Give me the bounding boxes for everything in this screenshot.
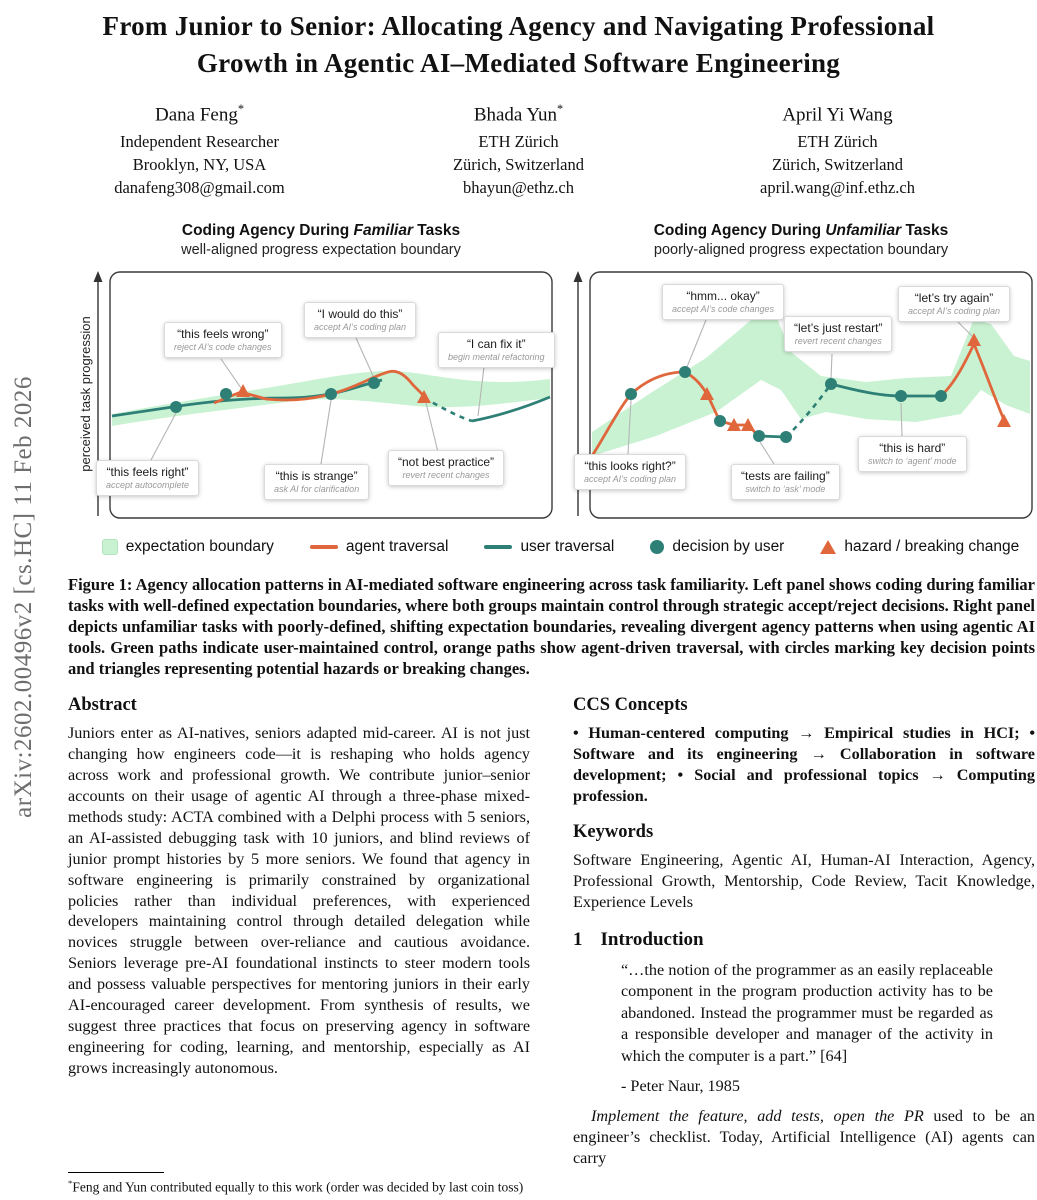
legend-agent-traversal: agent traversal	[310, 538, 449, 556]
panel-subtitle: poorly-aligned progress expectation boundary	[653, 242, 949, 259]
legend-hazard: hazard / breaking change	[820, 538, 1019, 556]
decision-dot-swatch	[650, 540, 664, 554]
panel-subtitle: well-aligned progress expectation boundary	[181, 242, 461, 259]
panel-title: Coding Agency During Unfamiliar Tasks	[653, 222, 949, 240]
callout-this-feels-right: “this feels right” accept autocomplete	[96, 460, 199, 496]
two-column-body	[68, 695, 1035, 1169]
intro-paragraph: Implement the feature, add tests, open the PR used to be an engineer’s checklist. Today, Artificial Intelligence (AI) agents can carry	[573, 1107, 1035, 1167]
author-email: bhayun@ethz.ch	[463, 178, 574, 198]
author-email: danafeng308@gmail.com	[114, 178, 285, 198]
plot-unfamiliar	[566, 264, 1036, 526]
right-column	[573, 695, 1035, 1169]
figure-legend	[86, 538, 1035, 556]
callout-hmm-okay: “hmm... okay” accept AI’s code changes	[662, 284, 784, 320]
arxiv-watermark: arXiv:2602.00496v2 [cs.HC] 11 Feb 2026	[10, 376, 37, 818]
introduction-heading: 1 Introduction	[573, 928, 704, 950]
keywords-text: Software Engineering, Agentic AI, Human-AI Interaction, Agency, Professional Growth, Mentorship, Code Review, Tacit Knowledge, Experience Levels	[573, 850, 1035, 911]
figure-panel-unfamiliar	[566, 221, 1036, 526]
author-name: Bhada Yun*	[473, 102, 564, 126]
expectation-boundary-swatch	[102, 539, 118, 555]
callout-i-can-fix-it: “I can fix it” begin mental refactoring	[438, 332, 555, 368]
naur-quote: “…the notion of the programmer as an easily replaceable component in the program production activity has to be abandoned. Instead the programmer must be regarded as a responsible developer and manager of the activity in which the computer is a part.” [64]	[621, 960, 993, 1065]
author-affiliation: Independent Researcher	[120, 132, 279, 152]
callout-this-looks-right: “this looks right?” accept AI’s coding plan	[574, 454, 686, 490]
callout-not-best-practice: “not best practice” revert recent changes	[388, 450, 504, 486]
author-affiliation: ETH Zürich	[797, 132, 878, 152]
left-column	[68, 695, 530, 1169]
section-number: 1	[573, 928, 583, 950]
author-location: Zürich, Switzerland	[771, 155, 904, 175]
callout-this-feels-wrong: “this feels wrong” reject AI’s code changes	[164, 322, 282, 358]
ccs-text: • Human-centered computing → Empirical studies in HCI; • Software and its engineering → Collaboration in software development; • Social and professional topics → Computing profession.	[573, 724, 1035, 806]
y-axis-arrow	[574, 271, 583, 282]
plot-familiar	[78, 264, 556, 526]
author-email: april.wang@inf.ethz.ch	[760, 178, 915, 198]
author-name: Dana Feng*	[154, 102, 244, 126]
panel-title: Coding Agency During Familiar Tasks	[181, 222, 461, 240]
callout-this-is-strange: “this is strange” ask AI for clarification	[264, 464, 369, 500]
paper-title: From Junior to Senior: Allocating Agency and Navigating Professional Growth in Agentic AI–Mediated Software Engineering	[102, 11, 935, 78]
figure-panel-familiar	[78, 221, 556, 526]
author-block	[40, 102, 997, 199]
user-traversal-swatch	[484, 545, 512, 549]
figure-caption: Figure 1: Agency allocation patterns in AI-mediated software engineering across task familiarity. Left panel shows coding during familiar tasks with well-defined expectation boundaries, where both groups maintain control through strategic accept/reject decisions. Right panel depicts unfamiliar tasks with poorly-defined, shifting expectation boundaries, revealing divergent agency patterns when using agentic AI tools. Green paths indicate user-maintained control, orange paths show agent-driven traversal, with circles marking key decision points and triangles representing potential hazards or breaking changes.	[68, 575, 1035, 679]
legend-decision-by-user: decision by user	[650, 538, 784, 556]
author-mark: *	[237, 102, 244, 116]
quote-attribution: - Peter Naur, 1985	[621, 1077, 740, 1096]
figure-1	[78, 221, 1037, 556]
footnote-rule	[68, 1172, 164, 1173]
footnote	[68, 1172, 538, 1196]
abstract-heading: Abstract	[68, 695, 137, 716]
keywords-heading: Keywords	[573, 821, 654, 842]
agent-traversal-swatch	[310, 545, 338, 549]
author-name: April Yi Wang	[782, 104, 893, 126]
y-axis-label: perceived task progression	[78, 316, 93, 473]
legend-user-traversal: user traversal	[484, 538, 614, 556]
author-location: Zürich, Switzerland	[452, 155, 585, 175]
callout-this-is-hard: “this is hard” switch to ‘agent’ mode	[858, 436, 967, 472]
author-2	[359, 102, 678, 199]
intro-italic-lead: Implement the feature, add tests, open the PR	[591, 1107, 924, 1126]
callout-i-would-do-this: “I would do this” accept AI’s coding plan	[304, 302, 416, 338]
abstract-text: Juniors enter as AI-natives, seniors adapted mid-career. AI is not just changing how engineers code—it is reshaping who holds agency across work and professional growth. We contribute junior–senior accounts on their usage of agentic AI through a three-phase mixed-methods study: ACTA combined with a Delphi process with 5 seniors, an AI-assisted debugging task with 10 juniors, and blind reviews of junior prompt histories by 5 more seniors. We found that agency in software engineering is primarily constrained by organizational policies rather than individual preferences, with experienced developers maintaining control through detailed delegation while novices struggle between over-reliance and cautious avoidance. Seniors leverage pre-AI foundational instincts to steer modern tools and possess valuable perspectives for mentoring juniors in their early AI-encouraged career development. From synthesis of results, we suggest three practices that focus on preserving agency in software engineering for coding, learning, and mentorship, especially as AI grows increasingly autonomous.	[68, 724, 530, 1077]
author-affiliation: ETH Zürich	[478, 132, 559, 152]
hazard-triangle-swatch	[820, 540, 836, 554]
legend-expectation-boundary: expectation boundary	[102, 538, 274, 556]
callout-lets-just-restart: “let’s just restart” revert recent changes	[784, 316, 892, 352]
callout-tests-are-failing: “tests are failing” switch to ‘ask’ mode	[731, 464, 840, 500]
footnote-text: *Feng and Yun contributed equally to this work (order was decided by last coin toss)	[68, 1178, 524, 1195]
author-mark: *	[557, 102, 564, 116]
callout-lets-try-again: “let’s try again” accept AI’s coding plan	[898, 286, 1010, 322]
author-location: Brooklyn, NY, USA	[132, 155, 267, 175]
author-3	[678, 102, 997, 199]
ccs-heading: CCS Concepts	[573, 695, 688, 716]
author-1	[40, 102, 359, 199]
y-axis-arrow	[94, 271, 103, 282]
